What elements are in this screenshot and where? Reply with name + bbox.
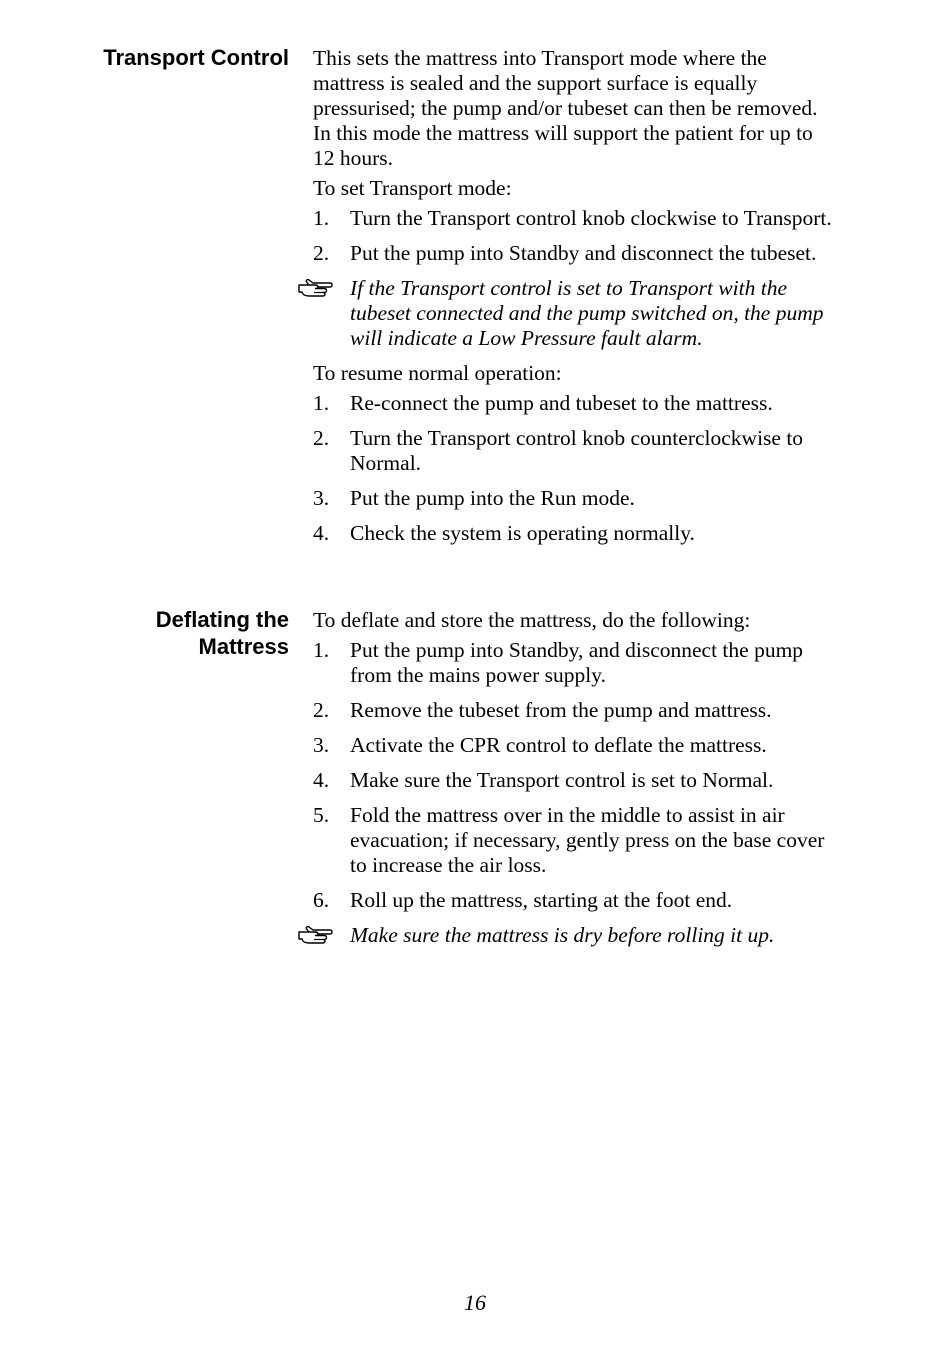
- step-text: Put the pump into Standby, and disconnect the pump from the mains power supply.: [350, 638, 804, 687]
- list-item: [313, 391, 833, 416]
- step-number: 6.: [313, 888, 330, 912]
- step-text: Remove the tubeset from the pump and mattress.: [350, 698, 772, 722]
- step-number: 1.: [313, 638, 330, 662]
- step-text: Turn the Transport control knob clockwise to Transport.: [350, 206, 832, 230]
- step-number: 5.: [313, 803, 330, 827]
- list-item: [313, 733, 833, 758]
- list-item: [313, 768, 833, 793]
- list-item: [313, 803, 833, 878]
- set-transport-label: To set Transport mode:: [313, 176, 512, 200]
- list-item: [313, 521, 833, 546]
- step-text: Put the pump into the Run mode.: [350, 486, 635, 510]
- transport-warning-note: [313, 276, 833, 351]
- step-number: 3.: [313, 486, 330, 510]
- step-text: Re-connect the pump and tubeset to the mattress.: [350, 391, 773, 415]
- pointing-hand-icon: [297, 276, 333, 298]
- set-transport-steps: [313, 206, 833, 266]
- step-number: 1.: [313, 391, 330, 415]
- step-number: 2.: [313, 426, 330, 450]
- list-item: [313, 426, 833, 476]
- page-number: 16: [464, 1290, 486, 1315]
- note-text: If the Transport control is set to Transport with the tubeset connected and the pump switched on, the pump will indicate a Low Pressure fault alarm.: [350, 276, 824, 350]
- step-number: 4.: [313, 521, 330, 545]
- deflating-mattress-body: [313, 608, 833, 958]
- step-number: 2.: [313, 241, 330, 265]
- list-item: [313, 241, 833, 266]
- step-number: 1.: [313, 206, 330, 230]
- step-number: 4.: [313, 768, 330, 792]
- dry-mattress-note: [313, 923, 833, 948]
- step-text: Activate the CPR control to deflate the mattress.: [350, 733, 767, 757]
- step-number: 2.: [313, 698, 330, 722]
- transport-intro-text: This sets the mattress into Transport mode where the mattress is sealed and the support surface is equally pressurised; the pump and/or tubeset can then be removed. In this mode the mattress will support the patient for up to 12 hours.: [313, 46, 818, 170]
- step-text: Check the system is operating normally.: [350, 521, 695, 545]
- pointing-hand-icon: [297, 923, 333, 945]
- step-text: Put the pump into Standby and disconnect the tubeset.: [350, 241, 817, 265]
- step-text: Fold the mattress over in the middle to assist in air evacuation; if necessary, gently press on the base cover to increase the air loss.: [350, 803, 825, 877]
- deflating-intro-text: To deflate and store the mattress, do the following:: [313, 608, 751, 632]
- transport-control-heading: Transport Control: [103, 45, 289, 70]
- list-item: [313, 888, 833, 913]
- list-item: [313, 206, 833, 231]
- deflating-steps: [313, 638, 833, 913]
- step-text: Make sure the Transport control is set to Normal.: [350, 768, 774, 792]
- resume-operation-steps: [313, 391, 833, 546]
- step-number: 3.: [313, 733, 330, 757]
- heading-line: Deflating the: [155, 607, 289, 632]
- list-item: [313, 638, 833, 688]
- step-text: Turn the Transport control knob counterclockwise to Normal.: [350, 426, 804, 475]
- transport-control-body: [313, 46, 833, 556]
- deflating-mattress-heading: [40, 606, 289, 660]
- resume-operation-label: To resume normal operation:: [313, 361, 562, 385]
- note-text: Make sure the mattress is dry before rolling it up.: [350, 923, 775, 947]
- list-item: [313, 698, 833, 723]
- heading-line: Mattress: [198, 634, 289, 659]
- step-text: Roll up the mattress, starting at the foot end.: [350, 888, 733, 912]
- list-item: [313, 486, 833, 511]
